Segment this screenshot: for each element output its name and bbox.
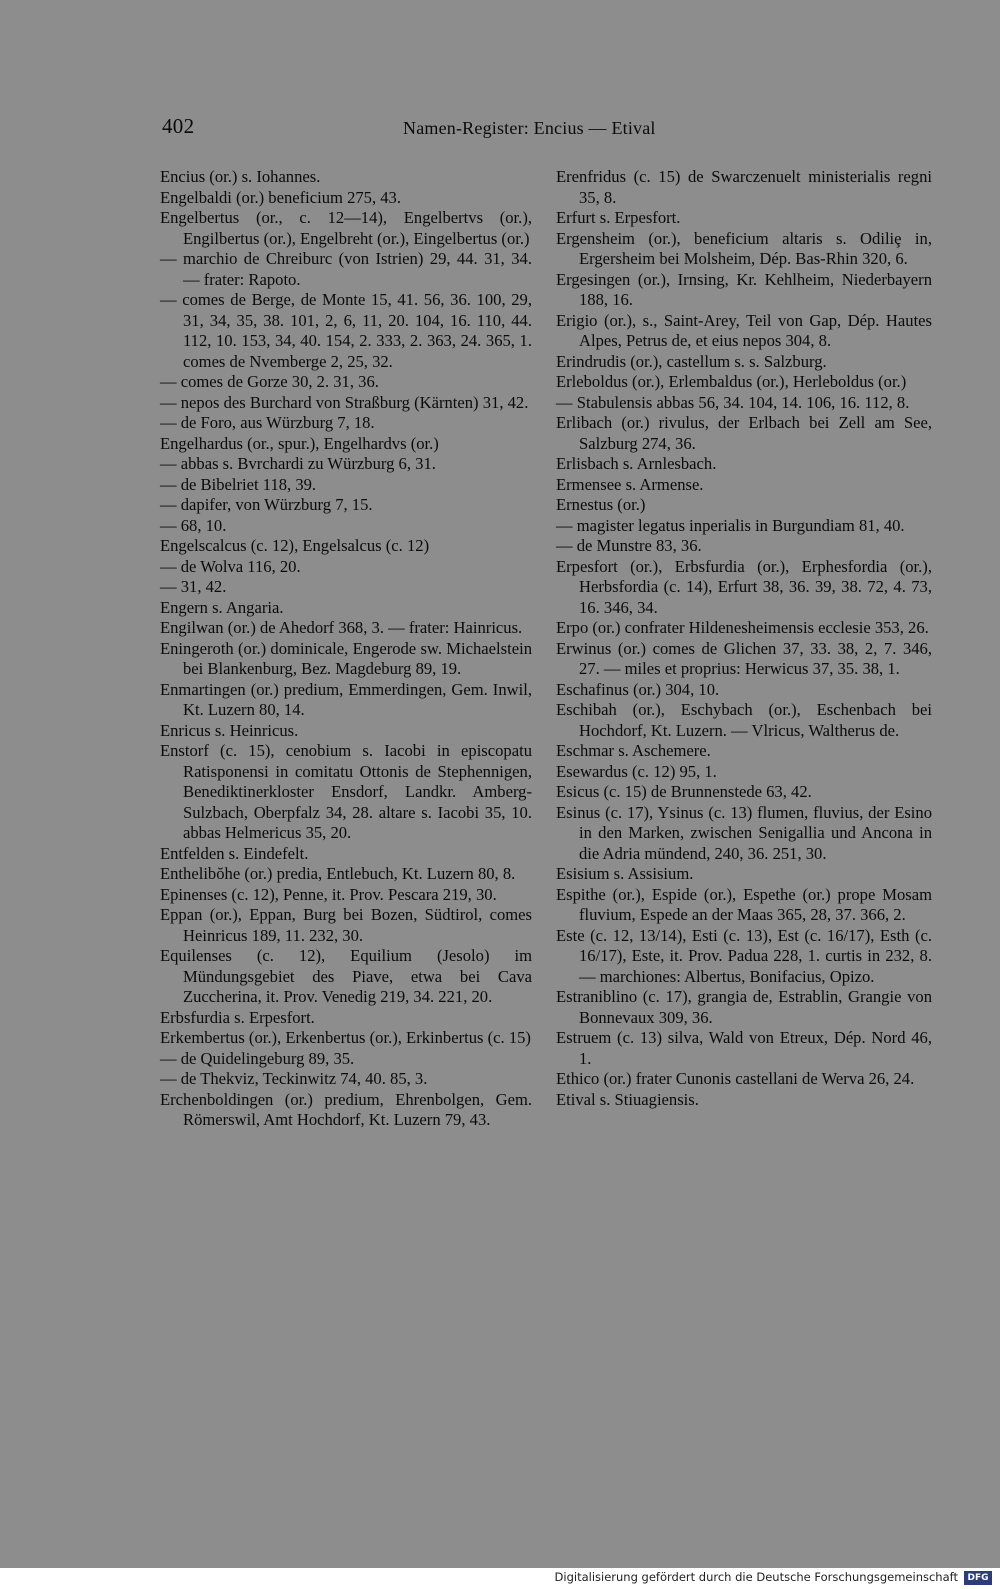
index-entry: Erwinus (or.) comes de Glichen 37, 33. 38, 2, 7. 346, 27. — miles et proprius: Herwicus 37, 35. 38, 1. xyxy=(556,638,932,678)
index-entry: — 68, 10. xyxy=(160,515,227,535)
index-entry: Epinenses (c. 12), Penne, it. Prov. Pescara 219, 30. xyxy=(160,884,497,904)
index-entry: Encius (or.) s. Iohannes. xyxy=(160,167,321,186)
index-entry: Eschmar s. Aschemere. xyxy=(556,741,711,760)
index-entry: Erindrudis (or.), castellum s. s. Salzburg. xyxy=(556,351,827,371)
index-entry: — comes de Gorze 30, 2. 31, 36. xyxy=(160,372,379,391)
index-entry: — abbas s. Bvrchardi zu Würzburg 6, 31. xyxy=(160,454,436,473)
index-entry: Ethico (or.) frater Cunonis castellani de Werva 26, 24. xyxy=(556,1069,915,1088)
index-entry: Este (c. 12, 13/14), Esti (c. 13), Est (c. 16/17), Esth (c. 16/17), Este, it. Prov. Padua 228, 1. curtis in 232, 8. — marchiones: Albertus, Bonifacius, Opizo. xyxy=(556,925,932,986)
index-entry: — dapifer, von Würzburg 7, 15. xyxy=(160,495,373,514)
index-entry: Esinus (c. 17), Ysinus (c. 13) flumen, fluvius, der Esino in den Marken, zwischen Senigallia und Ancona in die Adria mündend, 240, 36. 251, 30. xyxy=(556,802,932,863)
index-entry: Ergensheim (or.), beneficium altaris s. Odiliȩ in, Ergersheim bei Molsheim, Dép. Bas-Rhin 320, 6. xyxy=(556,228,932,268)
index-entry: Enmartingen (or.) predium, Emmerdingen, Gem. Inwil, Kt. Luzern 80, 14. xyxy=(160,679,532,719)
index-entry: — 31, 42. xyxy=(160,577,227,596)
index-entry: Ernestus (or.) xyxy=(556,495,646,514)
index-entry: Engelhardus (or., spur.), Engelhardvs (or.) xyxy=(160,433,439,453)
index-entry: Etival s. Stiuagiensis. xyxy=(556,1089,699,1109)
index-entry: Enstorf (c. 15), cenobium s. Iacobi in episcopatu Ratisponensi in comitatu Ottonis de Stephennigen, Benediktinerkloster Ensdorf, Landkr. Amberg-Sulzbach, Oberpfalz 34, 28. altare s. Iacobi 35, 10. abbas Helmericus 35, 20. xyxy=(160,741,532,842)
index-entry: Engelbertus (or., c. 12—14), Engelbertvs (or.), Engilbertus (or.), Engelbreht (or.), Eingelbertus (or.) xyxy=(160,208,532,248)
index-entry: Eppan (or.), Eppan, Burg bei Bozen, Südtirol, comes Heinricus 189, 11. 232, 30. xyxy=(160,905,532,945)
index-entry: Engilwan (or.) de Ahedorf 368, 3. — frater: Hainricus. xyxy=(160,618,523,637)
digitization-footer xyxy=(0,1568,1000,1589)
index-entry: — de Quidelingeburg 89, 35. xyxy=(160,1048,355,1068)
index-entry: Erlisbach s. Arnlesbach. xyxy=(556,454,717,473)
index-entry: Estruem (c. 13) silva, Wald von Etreux, Dép. Nord 46, 1. xyxy=(556,1028,932,1068)
index-entry: — de Wolva 116, 20. xyxy=(160,556,301,576)
footer-credit: Digitalisierung gefördert durch die Deutsche Forschungsgemeinschaft xyxy=(554,1570,958,1584)
index-entry: Erleboldus (or.), Erlembaldus (or.), Herleboldus (or.) xyxy=(556,372,907,391)
dfg-logo: DFG xyxy=(964,1571,992,1585)
index-entry: — nepos des Burchard von Straßburg (Kärnten) 31, 42. xyxy=(160,392,529,412)
index-entry: Erpesfort (or.), Erbsfurdia (or.), Erphesfordia (or.), Herbsfordia (c. 14), Erfurt 38, 36. 39, 38. 72, 4. 73, 16. 346, 34. xyxy=(556,556,932,617)
index-entry: — de Munstre 83, 36. xyxy=(556,536,702,555)
index-entry: Engelbaldi (or.) beneficium 275, 43. xyxy=(160,187,402,207)
index-entry: Erkembertus (or.), Erkenbertus (or.), Erkinbertus (c. 15) xyxy=(160,1028,531,1047)
index-entry: Erchenboldingen (or.) predium, Ehrenbolgen, Gem. Römerswil, Amt Hochdorf, Kt. Luzern 79, 43. xyxy=(160,1089,532,1129)
index-entry: Equilenses (c. 12), Equilium (Jesolo) im Mündungsgebiet des Piave, etwa bei Cava Zuccherina, it. Prov. Venedig 219, 34. 221, 20. xyxy=(160,946,532,1006)
index-entry: Eschafinus (or.) 304, 10. xyxy=(556,679,720,699)
index-entry: — de Thekviz, Teckinwitz 74, 40. 85, 3. xyxy=(160,1069,428,1088)
index-entry: Esisium s. Assisium. xyxy=(556,864,694,883)
page-number: 402 xyxy=(162,114,195,138)
index-entry: Erfurt s. Erpesfort. xyxy=(556,208,681,227)
index-entry: Esewardus (c. 12) 95, 1. xyxy=(556,761,717,781)
index-entry: Esicus (c. 15) de Brunnenstede 63, 42. xyxy=(556,782,812,801)
index-entry: Engelscalcus (c. 12), Engelsalcus (c. 12) xyxy=(160,536,430,555)
index-entry: Espithe (or.), Espide (or.), Espethe (or.) prope Mosam fluvium, Espede an der Maas 365, 28, 37. 366, 2. xyxy=(556,884,932,924)
index-entry: Erbsfurdia s. Erpesfort. xyxy=(160,1007,315,1027)
index-entry: — de Bibelriet 118, 39. xyxy=(160,474,317,494)
index-column-right xyxy=(556,167,932,1110)
index-entry: — magister legatus inperialis in Burgundiam 81, 40. xyxy=(556,515,905,535)
index-entry: — Stabulensis abbas 56, 34. 104, 14. 106, 16. 112, 8. xyxy=(556,392,910,412)
index-column-left xyxy=(160,167,532,1131)
index-entry: Engern s. Angaria. xyxy=(160,597,284,617)
index-entry: — de Foro, aus Würzburg 7, 18. xyxy=(160,413,375,432)
index-entry: Erigio (or.), s., Saint-Arey, Teil von Gap, Dép. Hautes Alpes, Petrus de, et eius nepos 304, 8. xyxy=(556,310,932,350)
index-entry: Erpo (or.) confrater Hildenesheimensis ecclesie 353, 26. xyxy=(556,618,929,637)
index-entry: — comes de Berge, de Monte 15, 41. 56, 36. 100, 29, 31, 34, 35, 38. 101, 2, 6, 11, 20. 104, 16. 110, 44. 112, 10. 153, 34, 40. 154, 2. 333, 2. 363, 24. 365, 1. comes de Nvemberge 2, 25, 32. xyxy=(160,290,532,371)
running-head: Namen-Register: Encius — Etival xyxy=(403,118,656,138)
index-entry: Eningeroth (or.) dominicale, Engerode sw. Michaelstein bei Blankenburg, Bez. Magdeburg 89, 19. xyxy=(160,638,532,678)
index-entry: Entfelden s. Eindefelt. xyxy=(160,843,309,863)
index-entry: Erenfridus (c. 15) de Swarczenuelt ministerialis regni 35, 8. xyxy=(556,167,932,207)
index-entry: Estraniblino (c. 17), grangia de, Estrablin, Grangie von Bonnevaux 309, 36. xyxy=(556,987,932,1027)
index-entry: Ermensee s. Armense. xyxy=(556,474,704,494)
index-entry: — marchio de Chreiburc (von Istrien) 29, 44. 31, 34. — frater: Rapoto. xyxy=(160,249,532,289)
index-entry: Enthelibŏhe (or.) predia, Entlebuch, Kt. Luzern 80, 8. xyxy=(160,864,516,883)
index-entry: Ergesingen (or.), Irnsing, Kr. Kehlheim, Niederbayern 188, 16. xyxy=(556,269,932,309)
index-entry: Enricus s. Heinricus. xyxy=(160,720,299,740)
index-entry: Erlibach (or.) rivulus, der Erlbach bei Zell am See, Salzburg 274, 36. xyxy=(556,413,932,453)
index-entry: Eschibah (or.), Eschybach (or.), Eschenbach bei Hochdorf, Kt. Luzern. — Vlricus, Waltherus de. xyxy=(556,700,932,740)
